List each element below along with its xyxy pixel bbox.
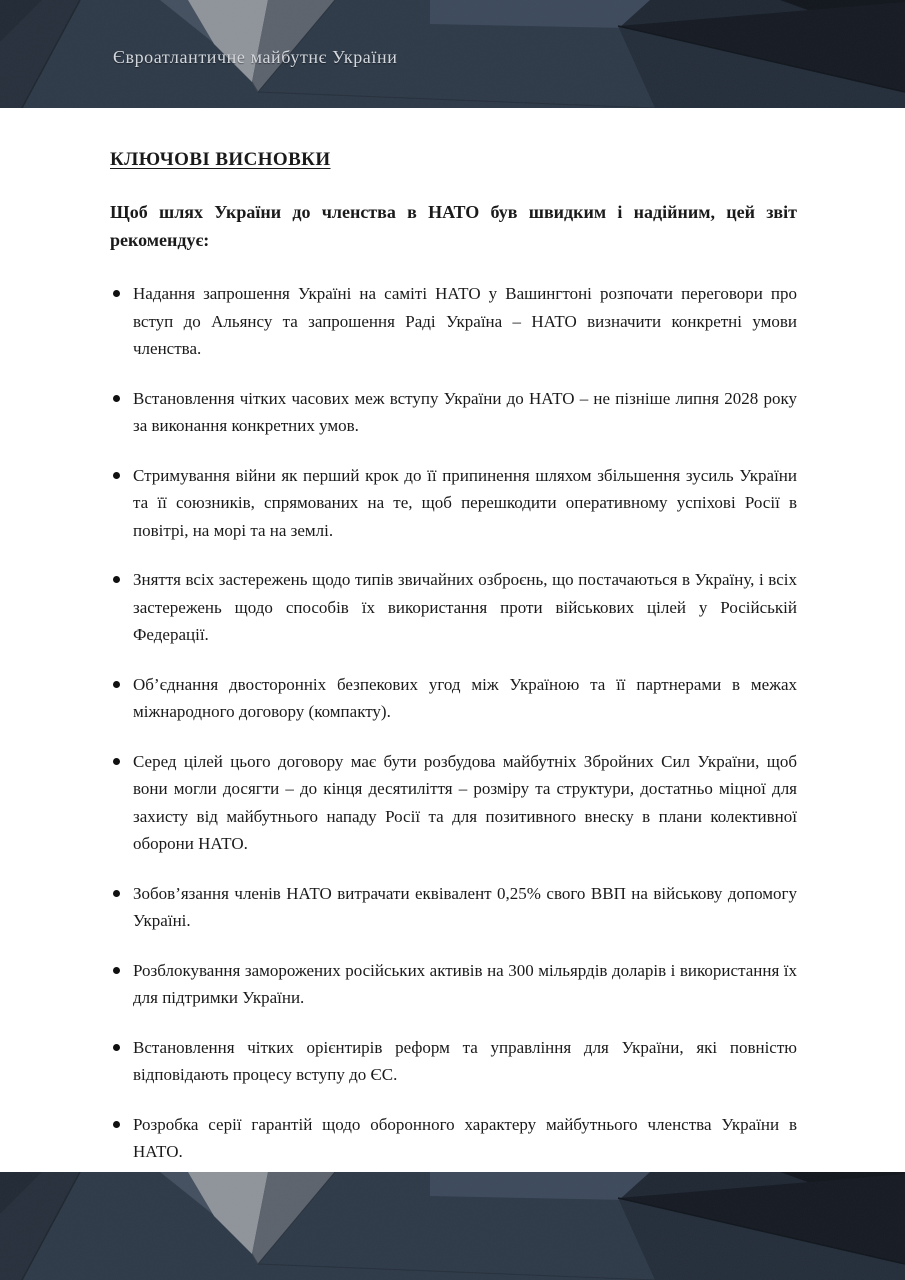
list-item-text: Серед цілей цього договору має бути розбудова майбутніх Збройних Сил України, щоб вони могли досягти – до кінця десятиліття – розміру та структури, достатньо міцної для захисту від майбутнього нападу Росії та для позитивного внеску в плани колективної оборони НАТО. [133, 751, 797, 853]
list-item [110, 566, 797, 649]
page-footer-band [0, 1172, 905, 1280]
list-item [110, 1034, 797, 1089]
bullet-dot [113, 681, 120, 688]
list-item-text: Розблокування заморожених російських активів на 300 мільярдів доларів і використання їх для підтримки України. [133, 960, 797, 1007]
running-header-title: Євроатлантичне майбутнє України [113, 47, 398, 67]
bullet-dot [113, 890, 120, 897]
list-item-text: Встановлення чітких орієнтирів реформ та управління для України, які повністю відповідають процесу вступу до ЄС. [133, 1037, 797, 1084]
list-item [110, 1111, 797, 1166]
list-item [110, 957, 797, 1012]
list-item [110, 748, 797, 858]
list-item-text: Зобов’язання членів НАТО витрачати еквівалент 0,25% свого ВВП на військову допомогу Україні. [133, 883, 797, 930]
footer-polygon-texture [0, 1172, 905, 1280]
list-item-text: Об’єднання двосторонніх безпекових угод між Україною та її партнерами в межах міжнародного договору (компакту). [133, 674, 797, 721]
key-findings-list [110, 280, 797, 1166]
bullet-dot [113, 395, 120, 402]
list-item-text: Стримування війни як перший крок до її припинення шляхом збільшення зусиль України та її союзників, спрямованих на те, щоб перешкодити оперативному успіхові Росії в повітрі, на морі та на землі. [133, 465, 797, 540]
document-body [0, 108, 905, 1172]
bullet-dot [113, 576, 120, 583]
intro-paragraph: Щоб шлях України до членства в НАТО був швидким і надійним, цей звіт рекомендує: [110, 202, 797, 250]
list-item-text: Зняття всіх застережень щодо типів звичайних озброєнь, що постачаються в Україну, і всіх застережень щодо способів їх використання проти військових цілей у Російській Федерації. [133, 570, 797, 644]
list-item [110, 280, 797, 363]
section-heading: КЛЮЧОВІ ВИСНОВКИ [110, 149, 331, 170]
list-item [110, 385, 797, 440]
bullet-dot [113, 1044, 120, 1051]
bullet-dot [113, 967, 120, 974]
list-item [110, 462, 797, 545]
page-header-band [0, 0, 905, 108]
bullet-dot [113, 472, 120, 479]
bullet-dot [113, 290, 120, 297]
list-item-text: Встановлення чітких часових меж вступу України до НАТО – не пізніше липня 2028 року за виконання конкретних умов. [133, 388, 797, 435]
list-item-text: Розробка серії гарантій щодо оборонного характеру майбутнього членства України в НАТО. [133, 1114, 797, 1161]
list-item [110, 671, 797, 726]
list-item-text: Надання запрошення Україні на саміті НАТО у Вашингтоні розпочати переговори про вступ до Альянсу та запрошення Раді Україна – НАТО визначити конкретні умови членства. [133, 284, 797, 358]
list-item [110, 880, 797, 935]
bullet-dot [113, 758, 120, 765]
bullet-dot [113, 1121, 120, 1128]
